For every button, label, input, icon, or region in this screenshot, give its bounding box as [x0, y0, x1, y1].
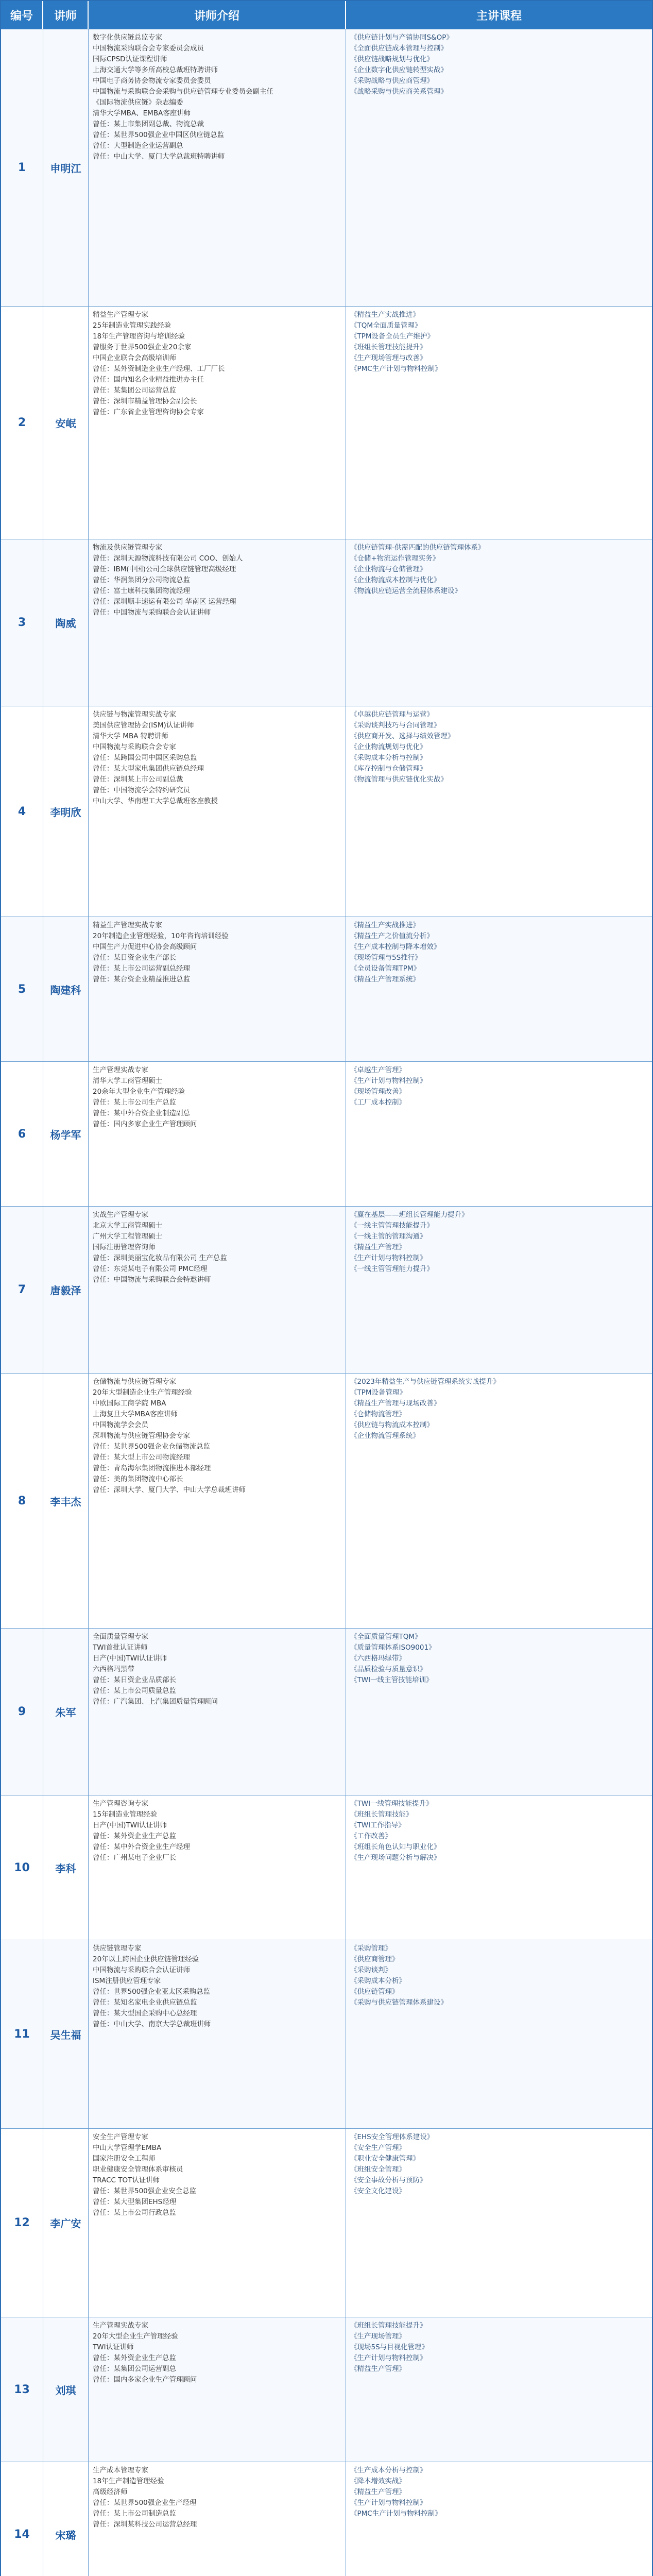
course-line: 《企业物流成本控制与优化》 [350, 576, 441, 584]
lecturer-name: 杨学军 [43, 1062, 89, 1206]
course-line: 《生产成本分析与控制》 [350, 2466, 427, 2475]
course-line: 《精益生产管理》 [350, 1243, 406, 1251]
course-line: 《供应链计划与产销协同S&OP》 [350, 33, 453, 42]
intro-line: 曾任：某外资制造企业生产经理、工厂厂长 [93, 365, 225, 373]
intro-line: 清华大学工商管理硕士 [93, 1077, 162, 1085]
course-line: 《企业物流与仓储管理》 [350, 565, 427, 573]
intro-line: 曾任：国内多家企业生产管理顾问 [93, 2376, 197, 2384]
course-line: 《班组长管理技能提升》 [350, 2321, 427, 2330]
lecturer-intro [89, 1207, 346, 1373]
intro-line: 清华大学 MBA 特聘讲师 [93, 732, 168, 740]
intro-line: 曾任：某集团公司运营总监 [93, 386, 176, 395]
row-number: 3 [1, 539, 43, 706]
course-line: 《TPM设备全员生产维护》 [350, 332, 435, 341]
course-line: 《采购管理》 [350, 1944, 392, 1953]
lecturer-courses [346, 2462, 652, 2576]
row-number: 1 [1, 29, 43, 306]
intro-line: 20年大型制造企业生产管理经验 [93, 1388, 192, 1397]
table-row [1, 1795, 652, 1940]
intro-line: 曾任：某上市公司运营副总经理 [93, 964, 190, 973]
intro-line: 曾任：某外资企业生产总监 [93, 1832, 176, 1840]
intro-line: 曾任：某日资企业品质部长 [93, 1676, 176, 1684]
intro-line: 物流及供应链管理专家 [93, 544, 162, 552]
lecturer-intro [89, 1062, 346, 1206]
lecturer-intro [89, 2317, 346, 2462]
course-line: 《仓储+物流运作管理实务》 [350, 554, 440, 563]
intro-line: 中国物流与采购联合会专家 [93, 743, 176, 751]
lecturer-intro [89, 2129, 346, 2317]
course-line: 《精益生产之价值流分析》 [350, 932, 434, 940]
table-row [1, 1206, 652, 1373]
row-number: 5 [1, 917, 43, 1061]
course-line: 《质量管理体系ISO9001》 [350, 1643, 436, 1652]
lecturer-intro [89, 1374, 346, 1628]
intro-line: 曾任：某上市集团副总裁、物流总裁 [93, 120, 204, 128]
row-number: 10 [1, 1795, 43, 1940]
lecturer-intro [89, 29, 346, 306]
intro-line: 曾任：某知名家电企业供应链总监 [93, 1998, 197, 2007]
table-row [1, 2128, 652, 2317]
course-line: 《PMC生产计划与物料控制》 [350, 2510, 442, 2518]
lecturer-courses [346, 1795, 652, 1940]
course-line: 《安全生产管理》 [350, 2144, 406, 2152]
intro-line: 仓储物流与供应链管理专家 [93, 1378, 176, 1386]
intro-line: 国际注册管理咨询师 [93, 1243, 156, 1251]
course-line: 《生产计划与物料控制》 [350, 2354, 427, 2362]
intro-line: 曾任：某世界500强企业生产经理 [93, 2499, 197, 2507]
intro-line: 曾任：美的集团物流中心部长 [93, 1475, 183, 1483]
table-row [1, 539, 652, 706]
intro-line: 职业健康安全管理体系审核员 [93, 2165, 183, 2174]
row-number: 6 [1, 1062, 43, 1206]
intro-line: 20年以上跨国企业供应链管理经验 [93, 1955, 199, 1963]
intro-line: 日产(中国)TWI认证讲师 [93, 1821, 167, 1829]
intro-line: 曾任：某大型国企采购中心总经理 [93, 2009, 197, 2018]
row-number: 12 [1, 2129, 43, 2317]
intro-line: 曾任：深圳大学、厦门大学、中山大学总裁班讲师 [93, 1486, 246, 1494]
course-line: 《一线主管管理技能提升》 [350, 1222, 434, 1230]
intro-line: 曾任：广汽集团、上汽集团质量管理顾问 [93, 1698, 218, 1706]
intro-line: 中欧国际工商学院 MBA [93, 1399, 166, 1408]
lecturer-intro [89, 1940, 346, 2128]
intro-line: 全面质量管理专家 [93, 1633, 148, 1641]
intro-line: 曾任：某世界500强企业中国区供应链总监 [93, 131, 225, 139]
lecturer-courses [346, 1062, 652, 1206]
course-line: 《供应链管理》 [350, 1988, 399, 1996]
intro-line: 25年制造业管理实践经验 [93, 321, 171, 330]
course-line: 《安全文化建设》 [350, 2187, 406, 2195]
header-courses: 主讲课程 [476, 9, 522, 23]
intro-line: 曾任：中山大学、南京大学总裁班讲师 [93, 2020, 211, 2028]
lecturer-name: 刘琪 [43, 2317, 89, 2462]
intro-line: 曾任：某大型集团EHS经理 [93, 2198, 177, 2206]
table-body [1, 29, 652, 2576]
course-line: 《企业物流管理系统》 [350, 1432, 420, 1440]
intro-line: 15年制造业管理经验 [93, 1810, 158, 1819]
table-row [1, 29, 652, 306]
intro-line: 曾任：华润集团分公司物流总监 [93, 576, 190, 584]
intro-line: 供应链与物流管理实战专家 [93, 710, 176, 719]
table-row [1, 1940, 652, 2128]
course-line: 《降本增效实战》 [350, 2477, 406, 2485]
course-line: 《班组安全管理》 [350, 2165, 406, 2174]
intro-line: 曾任：深圳天源物流科技有限公司 COO、创始人 [93, 554, 243, 563]
course-line: 《六西格玛绿带》 [350, 1654, 406, 1663]
course-line: 《精益生产实战推进》 [350, 311, 420, 319]
row-number: 14 [1, 2462, 43, 2576]
intro-line: 中国生产力促进中心协会高级顾问 [93, 943, 197, 951]
intro-line: 数字化供应链总监专家 [93, 33, 162, 42]
intro-line: 生产管理实战专家 [93, 1066, 148, 1074]
lecturer-name: 宋璐 [43, 2462, 89, 2576]
lecturer-name: 李明欣 [43, 706, 89, 917]
intro-line: 20余年大型企业生产管理经验 [93, 1088, 185, 1096]
intro-line: 18年生产制造管理经验 [93, 2477, 164, 2485]
intro-line: 曾任：某台资企业精益推进总监 [93, 975, 190, 984]
intro-line: 曾任：某上市公司行政总监 [93, 2209, 176, 2217]
lecturer-intro [89, 307, 346, 539]
lecturer-courses [346, 1207, 652, 1373]
intro-line: 精益生产管理实战专家 [93, 921, 162, 929]
course-line: 《库存控制与仓储管理》 [350, 765, 427, 773]
course-line: 《采购成本分析》 [350, 1977, 406, 1985]
course-line: 《一线主管管理能力提升》 [350, 1265, 434, 1273]
intro-line: TWI认证讲师 [93, 2343, 134, 2351]
lecturer-intro [89, 1795, 346, 1940]
course-line: 《现场5S与目视化管理》 [350, 2343, 429, 2351]
course-line: 《一线主管的管理沟通》 [350, 1232, 427, 1241]
course-line: 《2023年精益生产与供应链管理系统实战提升》 [350, 1378, 500, 1386]
course-line: 《企业物流规划与优化》 [350, 743, 427, 751]
intro-line: 曾任：深圳市精益管理协会副会长 [93, 397, 197, 405]
intro-line: 曾任：某中外合资企业生产经理 [93, 1843, 190, 1851]
row-number: 8 [1, 1374, 43, 1628]
row-number: 7 [1, 1207, 43, 1373]
intro-line: 中山大学管理学EMBA [93, 2144, 162, 2152]
course-line: 《赢在基层——班组长管理能力提升》 [350, 1211, 469, 1219]
lecturer-courses [346, 307, 652, 539]
intro-line: 曾任：广东省企业管理咨询协会专家 [93, 408, 204, 416]
course-line: 《现场管理改善》 [350, 1088, 406, 1096]
intro-line: 曾任：IBM(中国)公司全球供应链管理高级经理 [93, 565, 236, 573]
table-row [1, 1373, 652, 1628]
intro-line: 中国物流学会会员 [93, 1421, 148, 1429]
course-line: 《生产现场管理》 [350, 2332, 406, 2341]
course-line: 《供应商管理》 [350, 1955, 399, 1963]
course-line: 《企业数字化供应链转型实战》 [350, 66, 448, 74]
lecturer-courses [346, 1374, 652, 1628]
lecturer-courses [346, 2317, 652, 2462]
intro-line: 中山大学、华南理工大学总裁班客座教授 [93, 797, 218, 805]
intro-line: 曾任：中山大学、厦门大学总裁班特聘讲师 [93, 152, 225, 161]
intro-line: 安全生产管理专家 [93, 2133, 148, 2141]
lecturer-intro [89, 1629, 346, 1795]
intro-line: 20年大型企业生产管理经验 [93, 2332, 178, 2341]
lecturer-courses [346, 1629, 652, 1795]
course-line: 《生产现场问题分析与解决》 [350, 1854, 441, 1862]
course-line: 《生产计划与物料控制》 [350, 2499, 427, 2507]
intro-line: 生产成本管理专家 [93, 2466, 148, 2475]
intro-line: 北京大学工商管理硕士 [93, 1222, 162, 1230]
row-number: 13 [1, 2317, 43, 2462]
course-line: 《全面供应链成本管理与控制》 [350, 44, 448, 53]
lecturer-name: 朱军 [43, 1629, 89, 1795]
lecturer-courses [346, 1940, 652, 2128]
course-line: 《精益生产管理系统》 [350, 975, 420, 984]
course-line: 《TWI一线管理技能提升》 [350, 1800, 433, 1808]
course-line: 《班组长角色认知与职业化》 [350, 1843, 441, 1851]
intro-line: 中国物流与采购联合会认证讲师 [93, 1966, 190, 1974]
row-number: 4 [1, 706, 43, 917]
course-line: 《采购谈判》 [350, 1966, 392, 1974]
intro-line: 实战生产管理专家 [93, 1211, 148, 1219]
intro-line: 曾任：某大型上市公司物流经理 [93, 1453, 190, 1462]
intro-line: 曾任：某世界500强企业仓储物流总监 [93, 1443, 211, 1451]
table-row [1, 2462, 652, 2576]
intro-line: 中国企业联合会高级培训师 [93, 354, 176, 362]
header-lecturer: 讲师 [43, 1, 89, 29]
lecturer-name: 李科 [43, 1795, 89, 1940]
intro-line: 中国物流采购联合会专家委员会成员 [93, 44, 204, 53]
table-row [1, 1628, 652, 1795]
lecturer-courses [346, 2129, 652, 2317]
lecturer-intro [89, 706, 346, 917]
course-line: 《物流供应链运营全流程体系建设》 [350, 587, 461, 595]
intro-line: 高级经济师 [93, 2488, 128, 2496]
lecturer-courses [346, 539, 652, 706]
intro-line: 曾任：广州某电子企业厂长 [93, 1854, 176, 1862]
table-row [1, 917, 652, 1061]
course-line: 《工厂成本控制》 [350, 1098, 406, 1107]
course-line: 《TWI一线主管技能培训》 [350, 1676, 433, 1684]
course-line: 《精益生产管理与现场改善》 [350, 1399, 441, 1408]
intro-line: 曾任：深圳某科技公司运营总经理 [93, 2520, 197, 2529]
intro-line: 中国物流与采购联合会采购与供应链管理专业委员会副主任 [93, 88, 273, 96]
course-line: 《职业安全健康管理》 [350, 2155, 420, 2163]
course-line: 《TQM全面质量管理》 [350, 321, 422, 330]
lecturer-name: 申明江 [43, 29, 89, 306]
course-line: 《生产计划与物料控制》 [350, 1254, 427, 1262]
intro-line: 曾任：国内多家企业生产管理顾问 [93, 1120, 197, 1128]
intro-line: 曾任：东莞某电子有限公司 PMC经理 [93, 1265, 208, 1273]
course-line: 《采购战略与供应商管理》 [350, 77, 434, 85]
course-line: 《供应商开发、选择与绩效管理》 [350, 732, 455, 740]
intro-line: 上海交通大学等多所高校总裁班特聘讲师 [93, 66, 218, 74]
course-line: 《精益生产管理》 [350, 2365, 406, 2373]
lecturer-courses [346, 29, 652, 306]
course-line: 《生产现场管理与改善》 [350, 354, 427, 362]
course-line: 《安全事故分析与预防》 [350, 2176, 427, 2184]
course-line: 《供应链管理-供需匹配的供应链管理体系》 [350, 544, 485, 552]
intro-line: 日产(中国)TWI认证讲师 [93, 1654, 167, 1663]
course-line: 《采购谈判技巧与合同管理》 [350, 721, 441, 730]
intro-line: 曾任：青岛海尔集团物流推进本部经理 [93, 1464, 211, 1472]
intro-line: ISM注册供应管理专家 [93, 1977, 161, 1985]
course-line: 《TWI工作指导》 [350, 1821, 405, 1829]
intro-line: 曾任：深圳美丽宝化妆品有限公司 生产总监 [93, 1254, 227, 1262]
table-row [1, 2317, 652, 2462]
intro-line: 深圳物流与供应链管理协会专家 [93, 1432, 190, 1440]
intro-line: 曾任：中国物流与采购联合会特邀讲师 [93, 1276, 211, 1284]
header-intro: 讲师介绍 [89, 1, 346, 29]
intro-line: 20年制造企业管理经验，10年咨询培训经验 [93, 932, 229, 940]
lecturer-intro [89, 539, 346, 706]
lecturer-courses [346, 917, 652, 1061]
course-line: 《供应链与物流成本控制》 [350, 1421, 434, 1429]
table-header [1, 1, 652, 29]
intro-line: 生产管理实战专家 [93, 2321, 148, 2330]
course-line: 《PMC生产计划与物料控制》 [350, 365, 442, 373]
course-line: 《战略采购与供应商关系管理》 [350, 88, 448, 96]
course-line: 《现场管理与5S推行》 [350, 954, 422, 962]
intro-line: 广州大学工程管理硕士 [93, 1232, 162, 1241]
course-line: 《卓越生产管理》 [350, 1066, 406, 1074]
intro-line: 曾任：深圳某上市公司副总裁 [93, 775, 183, 784]
intro-line: 曾任：世界500强企业亚太区采购总监 [93, 1988, 211, 1996]
intro-line: 曾任：中国物流学会特约研究员 [93, 786, 190, 794]
table-row [1, 706, 652, 917]
lecturer-name: 安岷 [43, 307, 89, 539]
intro-line: 国家注册安全工程师 [93, 2155, 156, 2163]
header-no: 编号 [1, 1, 43, 29]
intro-line: TRACC TOT认证讲师 [93, 2176, 160, 2184]
intro-line: 曾任：某大型家电集团供应链总经理 [93, 765, 204, 773]
intro-line: 曾任：深圳顺丰速运有限公司 华南区 运营经理 [93, 598, 236, 606]
intro-line: 曾任：某日资企业生产部长 [93, 954, 176, 962]
intro-line: 曾任：某上市公司质量总监 [93, 1687, 176, 1695]
course-line: 《采购成本分析与控制》 [350, 754, 427, 762]
lecturer-name: 吴生福 [43, 1940, 89, 2128]
intro-line: 曾任：某上市公司制造总监 [93, 2510, 176, 2518]
intro-line: 上海复旦大学MBA客座讲师 [93, 1410, 178, 1418]
intro-line: 曾服务于世界500强企业20余家 [93, 343, 192, 351]
table-row [1, 1061, 652, 1206]
lecturer-name: 陶威 [43, 539, 89, 706]
course-line: 《精益生产管理》 [350, 2488, 406, 2496]
intro-line: TWI首批认证讲师 [93, 1643, 148, 1652]
row-number: 2 [1, 307, 43, 539]
course-line: 《采购与供应链管理体系建设》 [350, 1998, 448, 2007]
course-line: 《工作改善》 [350, 1832, 392, 1840]
intro-line: 曾任：某跨国公司中国区采购总监 [93, 754, 197, 762]
intro-line: 中国电子商务协会物流专家委员会委员 [93, 77, 211, 85]
intro-line: 《国际物流供应链》杂志编委 [93, 98, 183, 107]
lecturer-intro [89, 2462, 346, 2576]
lecturer-name: 李广安 [43, 2129, 89, 2317]
intro-line: 曾任：某世界500强企业安全总监 [93, 2187, 197, 2195]
course-line: 《全员设备管理TPM》 [350, 964, 421, 973]
intro-line: 曾任：中国物流与采购联合会认证讲师 [93, 608, 211, 617]
intro-line: 美国供应管理协会(ISM)认证讲师 [93, 721, 194, 730]
course-line: 《仓储物流管理》 [350, 1410, 406, 1418]
intro-line: 生产管理咨询专家 [93, 1800, 148, 1808]
intro-line: 曾任：某外资企业生产总监 [93, 2354, 176, 2362]
lecturer-intro [89, 917, 346, 1061]
course-line: 《卓越供应链管理与运营》 [350, 710, 434, 719]
course-line: 《生产成本控制与降本增效》 [350, 943, 441, 951]
row-number: 11 [1, 1940, 43, 2128]
lecturer-name: 陶建科 [43, 917, 89, 1061]
intro-line: 曾任：国内知名企业精益推进办主任 [93, 376, 204, 384]
intro-line: 曾任：某中外合资企业制造副总 [93, 1109, 190, 1117]
course-line: 《班组长管理技能》 [350, 1810, 413, 1819]
course-line: 《物流管理与供应链优化实战》 [350, 775, 448, 784]
intro-line: 18年生产管理咨询与培训经验 [93, 332, 185, 341]
intro-line: 曾任：某上市公司生产总监 [93, 1098, 176, 1107]
intro-line: 曾任：富士康科技集团物流经理 [93, 587, 190, 595]
lecturer-name: 唐毅泽 [43, 1207, 89, 1373]
intro-line: 国际CPSD认证课程讲师 [93, 55, 167, 63]
course-line: 《供应链战略规划与优化》 [350, 55, 434, 63]
course-line: 《TPM设备管理》 [350, 1388, 407, 1397]
course-line: 《班组长管理技能提升》 [350, 343, 427, 351]
course-line: 《生产计划与物料控制》 [350, 1077, 427, 1085]
intro-line: 清华大学MBA、EMBA客座讲师 [93, 109, 191, 117]
lecturer-courses [346, 706, 652, 917]
intro-line: 六西格玛黑带 [93, 1665, 134, 1673]
table-row [1, 306, 652, 539]
course-line: 《全面质量管理TQM》 [350, 1633, 422, 1641]
course-line: 《品质检验与质量意识》 [350, 1665, 427, 1673]
intro-line: 曾任：某集团公司运营副总 [93, 2365, 176, 2373]
course-line: 《EHS安全管理体系建设》 [350, 2133, 434, 2141]
course-line: 《精益生产实战推进》 [350, 921, 420, 929]
intro-line: 曾任：大型制造企业运营副总 [93, 142, 183, 150]
lecturer-name: 李丰杰 [43, 1374, 89, 1628]
intro-line: 供应链管理专家 [93, 1944, 142, 1953]
row-number: 9 [1, 1629, 43, 1795]
intro-line: 精益生产管理专家 [93, 311, 148, 319]
